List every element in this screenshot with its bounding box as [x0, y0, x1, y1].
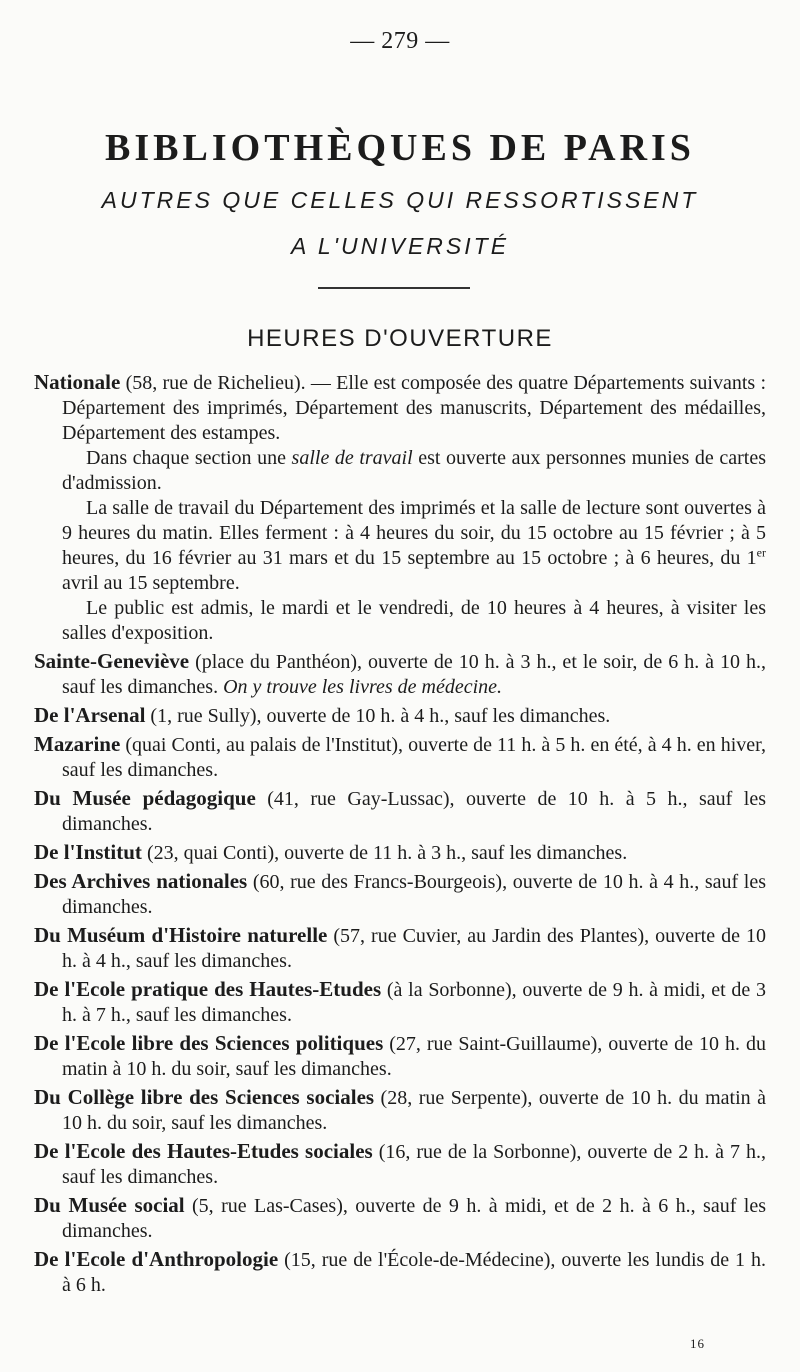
- library-entry: [34, 703, 766, 729]
- library-name: Nationale: [34, 370, 121, 394]
- library-entry: [34, 840, 766, 866]
- library-name: De l'Ecole pratique des Hautes-Etudes: [34, 977, 382, 1001]
- entry-sainte-genevieve: [34, 649, 766, 700]
- subtitle-line-2: A L'UNIVERSITÉ: [290, 233, 510, 259]
- library-name: De l'Arsenal: [34, 703, 146, 727]
- signature-mark: 16: [690, 1336, 705, 1351]
- library-name: De l'Ecole des Hautes-Etudes sociales: [34, 1139, 373, 1163]
- library-entry: [34, 869, 766, 920]
- section-heading: HEURES D'OUVERTURE: [247, 325, 553, 352]
- paragraph-emphasis: salle de travail: [291, 447, 413, 469]
- library-details: (à la Sorbonne), ouverte de 9 h. à midi, et de 3 h. à 7 h., sauf les dimanches.: [62, 979, 766, 1026]
- entries-container: [34, 703, 766, 1298]
- library-details: (27, rue Saint-Guillaume), ouverte de 10 h. du matin à 10 h. du soir, sauf les dimanches.: [62, 1033, 766, 1080]
- library-details: (place du Panthéon), ouverte de 10 h. à 3 h., et le soir, de 6 h. à 10 h., sauf les dimanches.: [62, 651, 766, 698]
- library-entry: [34, 1031, 766, 1082]
- page-number: — 279 —: [350, 28, 450, 54]
- library-details: (1, rue Sully), ouverte de 10 h. à 4 h., sauf les dimanches.: [145, 705, 611, 727]
- library-details: (16, rue de la Sorbonne), ouverte de 2 h. à 7 h., sauf les dimanches.: [62, 1141, 766, 1188]
- library-name: De l'Institut: [34, 840, 142, 864]
- nationale-paragraph-1: [34, 446, 766, 496]
- library-details: (60, rue des Francs-Bourgeois), ouverte de 10 h. à 4 h., sauf les dimanches.: [62, 871, 766, 918]
- library-name: Sainte-Geneviève: [34, 649, 190, 673]
- library-details: (58, rue de Richelieu). — Elle est composée des quatre Départements suivants : Département des imprimés, Département des manuscrits, Département des médailles, Département des estampes.: [62, 372, 766, 444]
- superscript: er: [756, 545, 766, 560]
- library-entry: [34, 1247, 766, 1298]
- page-title: BIBLIOTHÈQUES DE PARIS: [105, 127, 695, 169]
- paragraph-text: est ouverte aux personnes munies de cartes d'admission.: [62, 447, 766, 494]
- library-name: Mazarine: [34, 732, 121, 756]
- library-details: (28, rue Serpente), ouverte de 10 h. du matin à 10 h. du soir, sauf les dimanches.: [62, 1087, 766, 1134]
- library-entry: [34, 786, 766, 837]
- nationale-paragraph-2: [34, 496, 766, 596]
- library-list: [34, 370, 766, 1301]
- library-details: (41, rue Gay-Lussac), ouverte de 10 h. à 5 h., sauf les dimanches.: [62, 788, 766, 835]
- library-entry: [34, 732, 766, 783]
- library-details: (5, rue Las-Cases), ouverte de 9 h. à midi, et de 2 h. à 6 h., sauf les dimanches.: [62, 1195, 766, 1242]
- library-entry: [34, 923, 766, 974]
- library-name: De l'Ecole libre des Sciences politiques: [34, 1031, 384, 1055]
- paragraph-text: Dans chaque section une: [86, 447, 292, 469]
- title-divider: [318, 287, 470, 289]
- library-entry: [34, 1085, 766, 1136]
- paragraph-text: La salle de travail du Département des imprimés et la salle de lecture sont ouvertes à 9 heures du matin. Elles ferment : à 4 heures du soir, du 15 octobre au 15 février ; à 5 heures, du 16 février au 31 mars et du 15 septembre au 15 octobre ; à 6 heures, du 1: [62, 497, 766, 569]
- library-name: De l'Ecole d'Anthropologie: [34, 1247, 279, 1271]
- paragraph-text: avril au 15 septembre.: [62, 572, 240, 594]
- library-entry: [34, 1193, 766, 1244]
- library-details: (23, quai Conti), ouverte de 11 h. à 3 h., sauf les dimanches.: [141, 842, 628, 864]
- library-entry: [34, 1139, 766, 1190]
- nationale-paragraph-3: Le public est admis, le mardi et le vendredi, de 10 heures à 4 heures, à visiter les salles d'exposition.: [62, 597, 766, 644]
- library-details: (15, rue de l'École-de-Médecine), ouverte les lundis de 1 h. à 6 h.: [62, 1249, 767, 1296]
- library-name: Du Musée social: [34, 1193, 185, 1217]
- entry-nationale: [34, 370, 766, 446]
- library-name: Des Archives nationales: [34, 869, 248, 893]
- library-note: On y trouve les livres de médecine.: [223, 676, 503, 698]
- subtitle-line-1: AUTRES QUE CELLES QUI RESSORTISSENT: [101, 187, 699, 213]
- library-entry: [34, 977, 766, 1028]
- library-details: (quai Conti, au palais de l'Institut), ouverte de 11 h. à 5 h. en été, à 4 h. en hiver, sauf les dimanches.: [62, 734, 766, 781]
- library-details: (57, rue Cuvier, au Jardin des Plantes), ouverte de 10 h. à 4 h., sauf les dimanches.: [62, 925, 767, 972]
- library-name: Du Musée pédagogique: [34, 786, 256, 810]
- library-name: Du Muséum d'Histoire naturelle: [34, 923, 328, 947]
- library-name: Du Collège libre des Sciences sociales: [34, 1085, 375, 1109]
